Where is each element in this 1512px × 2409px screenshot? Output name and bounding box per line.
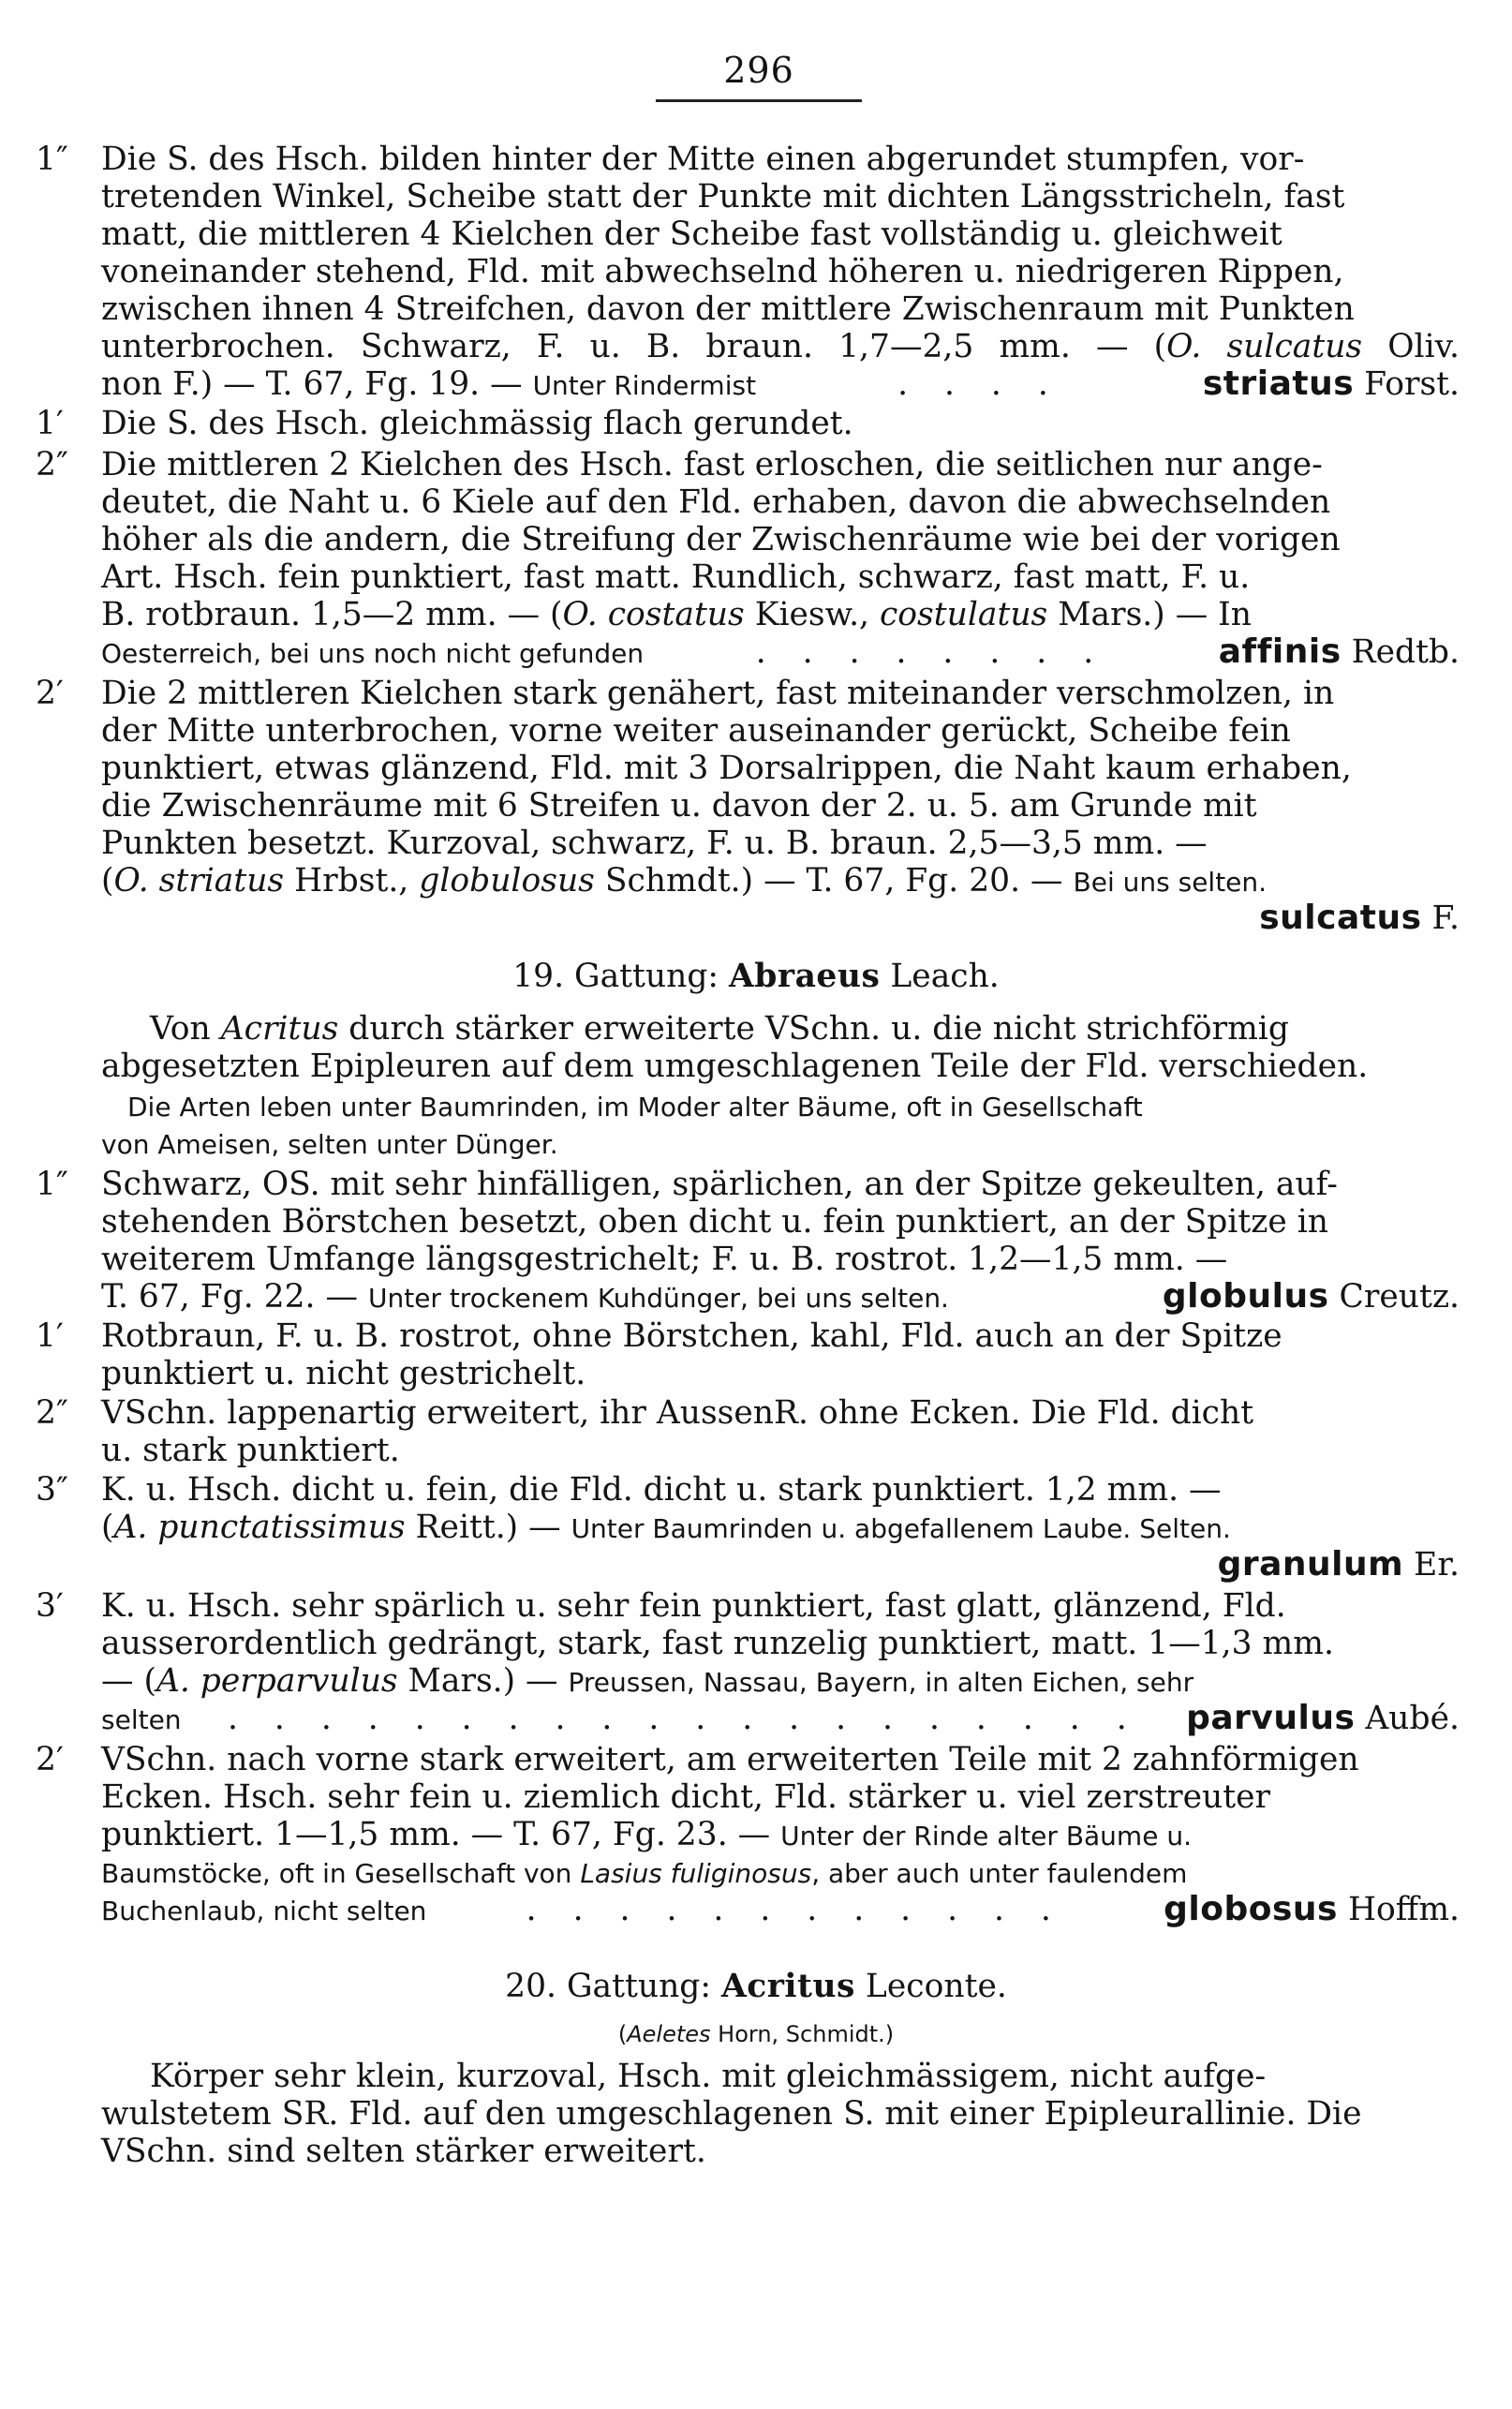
species-author: Redtb. [1341,633,1460,671]
text-line [101,1278,1460,1317]
line-small-text: Baumstöcke, oft in Gesellschaft von [101,1858,581,1889]
text-line [0,958,1512,995]
line-small-text: Preussen, Nassau, Bayern, in alten Eichen, sehr [568,1667,1194,1698]
text-line [101,1509,1460,1548]
species-entry [1164,1891,1460,1928]
couplet-number: 1′ [36,405,64,442]
species-name: globosus [1164,1890,1338,1928]
couplet-number: 2′ [36,1741,64,1778]
leader-dots: . . . . [897,365,1061,403]
line-text: Mars.) — [397,1662,569,1700]
italic-name: costulatus [879,596,1048,633]
text-line [101,1048,1460,1085]
text-line [150,2058,1460,2095]
line-text: Kiesw., [744,596,880,633]
species-entry [1163,1278,1460,1316]
species-entry [1219,633,1460,671]
line-text: T. 67, Fg. 22. — [101,1278,368,1316]
italic-name: A. punctatissimus [113,1509,406,1546]
text-line [101,1625,1460,1662]
species-author: Hoffm. [1337,1891,1460,1928]
line-text: B. rotbraun. 1,5—2 mm. — ( [101,596,563,633]
text-line [101,750,1460,787]
species-author: Aubé. [1355,1700,1460,1737]
line-small-text: von Ameisen, selten unter Dünger. [101,1129,558,1160]
text-line [101,1124,1460,1164]
line-text: Mars.) — In [1047,596,1253,633]
line-text: Körper sehr klein, kurzoval, Hsch. mit gleichmässigem, nicht aufge- [150,2058,1267,2095]
text-line [101,253,1460,290]
line-text: abgesetzten Epipleuren auf dem umgeschlagenen Teile der Fld. verschieden. [101,1048,1369,1085]
species-name: striatus [1202,364,1355,403]
line-text: Art. Hsch. fein punktiert, fast matt. Rundlich, schwarz, fast matt, F. u. [101,558,1251,596]
text-line [101,900,1460,937]
text-line [101,216,1460,253]
line-small-text: selten [101,1704,182,1735]
text-line [101,2095,1460,2133]
line-text: punktiert u. nicht gestrichelt. [101,1355,586,1392]
species-name: globulus [1162,1277,1329,1316]
text-line [101,825,1460,862]
line-text: VSchn. sind selten stärker erweitert. [101,2133,706,2170]
species-entry [1203,365,1460,403]
line-text: — ( [101,1662,156,1700]
line-small-text: Buchenlaub, nicht selten [101,1896,427,1926]
line-text: Oliv. [1362,328,1460,365]
line-text: punktiert, etwas glänzend, Fld. mit 3 Dorsalrippen, die Naht kaum erhaben, [101,750,1352,787]
leader-dots: . . . . . . . . . . . . . . . . . . . . [227,1700,1140,1737]
line-text: matt, die mittleren 4 Kielchen der Scheibe fast vollständig u. gleichweit [101,216,1282,253]
text-line [101,1741,1460,1778]
text-line [101,1432,1460,1469]
line-text: Hrbst., [284,862,420,900]
text-line [101,1891,1460,1930]
text-line [101,862,1460,901]
line-left [101,1278,949,1317]
line-text: zwischen ihnen 4 Streifchen, davon der mittlere Zwischenraum mit Punkten [101,290,1355,328]
text-line [101,1778,1460,1816]
text-line [101,675,1460,712]
page-number-rule [656,99,862,102]
line-text: punktiert. 1—1,5 mm. — T. 67, Fg. 23. — [101,1816,781,1853]
line-text: Ecken. Hsch. sehr fein u. ziemlich dicht, Fld. stärker u. viel zerstreuter [101,1778,1271,1816]
text-line [101,178,1460,216]
species-name: sulcatus [1259,899,1422,937]
line-text: VSchn. lappenartig erweitert, ihr AussenR. ohne Ecken. Die Fld. dicht [101,1394,1254,1432]
genus-name: Abraeus [729,958,881,995]
line-text: höher als die andern, die Streifung der Zwischenräume wie bei der vorigen [101,521,1341,558]
species-author: Forst. [1354,365,1460,403]
text-line [101,521,1460,558]
text-line [127,1087,1460,1126]
italic-name: O. sulcatus [1166,328,1363,365]
line-text: Die mittleren 2 Kielchen des Hsch. fast erloschen, die seitlichen nur ange- [101,446,1323,483]
line-text: durch stärker erweiterte VSchn. u. die nicht strichförmig [338,1010,1289,1048]
line-text: u. stark punktiert. [101,1432,400,1469]
species-entry [1186,1700,1460,1737]
italic-name: globulosus [419,862,595,900]
text-line [101,1317,1460,1355]
text-line [101,1662,1460,1702]
line-left [101,633,644,673]
line-text: voneinander stehend, Fld. mit abwechselnd höheren u. niedrigeren Rippen, [101,253,1344,290]
line-text: stehenden Börstchen besetzt, oben dicht u. fein punktiert, an der Spitze in [101,1203,1329,1241]
line-small-text: Unter Baumrinden u. abgefallenem Laube. Selten. [571,1513,1231,1544]
text-line [0,2013,1512,2053]
text-line [101,1587,1460,1625]
synonym-text: Horn, Schmidt.) [710,2021,895,2047]
text-line [101,787,1460,825]
line-text: Reitt.) — [405,1509,571,1546]
text-line [101,1471,1460,1509]
line-text: tretenden Winkel, Scheibe statt der Punkte mit dichten Längsstricheln, fast [101,178,1345,216]
text-line [101,596,1460,633]
text-line [101,483,1460,521]
text-line [101,405,1460,442]
line-text: die Zwischenräume mit 6 Streifen u. davon der 2. u. 5. am Grunde mit [101,787,1257,825]
line-text: der Mitte unterbrochen, vorne weiter auseinander gerückt, Scheibe fein [101,712,1291,750]
species-name: affinis [1218,632,1342,671]
line-small-text: Oesterreich, bei uns noch nicht gefunden [101,638,645,669]
text-line [150,1010,1460,1048]
italic-name: A. perparvulus [156,1662,398,1700]
line-text: Von [150,1010,221,1048]
species-name: parvulus [1186,1699,1356,1737]
text-line [101,558,1460,596]
line-text: ( [101,862,114,900]
text-line [101,1546,1460,1584]
genus-author: Leach. [880,958,1000,995]
line-small-text: , aber auch unter faulendem [811,1858,1188,1889]
text-line [101,1700,1460,1739]
italic-name: O. striatus [113,862,285,900]
text-line [101,1853,1460,1893]
text-line [101,365,1460,405]
line-text: weiterem Umfange längsgestrichelt; F. u. B. rostrot. 1,2—1,5 mm. — [101,1241,1228,1278]
italic-name: Lasius fuliginosus [580,1858,812,1889]
text-line [101,1166,1460,1203]
line-small-text: Bei uns selten. [1073,867,1267,898]
line-text: deutet, die Naht u. 6 Kiele auf den Fld. erhaben, davon die abwechselnden [101,483,1331,521]
couplet-number: 1″ [36,141,68,178]
text-line [101,2133,1460,2170]
text-line [101,328,1460,365]
genus-author: Leconte. [854,1968,1007,2005]
couplet-number: 3″ [36,1471,68,1509]
species-author: Creutz. [1328,1278,1460,1316]
line-small-text: Die Arten leben unter Baumrinden, im Moder alter Bäume, oft in Gesellschaft [127,1092,1143,1123]
italic-name: Acritus [220,1010,339,1048]
line-text: ( [101,1509,114,1546]
page-number: 296 [723,50,794,91]
text-line [101,446,1460,483]
line-text: Schmdt.) — T. 67, Fg. 20. — [594,862,1074,900]
couplet-number: 1″ [36,1166,68,1203]
couplet-number: 1′ [36,1317,64,1355]
text-line [101,1241,1460,1278]
line-text: Schwarz, OS. mit sehr hinfälligen, spärlichen, an der Spitze gekeulten, auf- [101,1166,1338,1203]
leader-dots: . . . . . . . . [755,633,1107,671]
line-small-text: Unter der Rinde alter Bäume u. [780,1821,1192,1851]
line-text: ausserordentlich gedrängt, stark, fast runzelig punktiert, matt. 1—1,3 mm. [101,1625,1334,1662]
genus-prefix: 20. Gattung: [505,1968,721,2005]
line-text: wulstetem SR. Fld. auf den umgeschlagenen S. mit einer Epipleurallinie. Die [101,2095,1362,2133]
line-left [101,1700,182,1739]
italic-name: Aeletes [627,2021,711,2047]
text-line [101,1355,1460,1392]
italic-name: O. costatus [562,596,745,633]
line-text: VSchn. nach vorne stark erweitert, am erweiterten Teile mit 2 zahnförmigen [101,1741,1359,1778]
couplet-number: 2″ [36,446,68,483]
couplet-number: 2″ [36,1394,68,1432]
line-left [101,1891,426,1930]
leader-dots: . . . . . . . . . . . . [526,1891,1064,1928]
line-text: K. u. Hsch. dicht u. fein, die Fld. dicht u. stark punktiert. 1,2 mm. — [101,1471,1222,1509]
line-small-text: Unter Rindermist [532,370,757,401]
couplet-number: 3′ [36,1587,64,1625]
line-text: non F.) — T. 67, Fg. 19. — [101,365,533,403]
genus-prefix: 19. Gattung: [512,958,730,995]
line-text: Rotbraun, F. u. B. rostrot, ohne Börstchen, kahl, Fld. auch an der Spitze [101,1317,1282,1355]
line-small-text: Unter trockenem Kuhdünger, bei uns selten. [367,1283,949,1314]
text-line [101,712,1460,750]
couplet-number: 2′ [36,675,64,712]
species-name: granulum [1217,1545,1404,1584]
line-text: Punkten besetzt. Kurzoval, schwarz, F. u. B. braun. 2,5—3,5 mm. — [101,825,1208,862]
line-text: K. u. Hsch. sehr spärlich u. sehr fein punktiert, fast glatt, glänzend, Fld. [101,1587,1286,1625]
text-line [101,1203,1460,1241]
text-line [101,290,1460,328]
text-line [101,1394,1460,1432]
text-line [101,1816,1460,1855]
text-line [101,633,1460,673]
species-author: Er. [1403,1546,1460,1584]
line-left [101,365,756,405]
synonym-open: ( [617,2021,628,2047]
line-text: unterbrochen. Schwarz, F. u. B. braun. 1,7—2,5 mm. — ( [101,328,1167,365]
text-line [0,1968,1512,2005]
genus-name: Acritus [720,1968,855,2005]
line-text: Die 2 mittleren Kielchen stark genähert, fast miteinander verschmolzen, in [101,675,1335,712]
text-line [101,141,1460,178]
line-text: Die S. des Hsch. gleichmässig flach gerundet. [101,405,853,442]
line-text: Die S. des Hsch. bilden hinter der Mitte einen abgerundet stumpfen, vor- [101,141,1305,178]
species-author: F. [1421,900,1460,937]
